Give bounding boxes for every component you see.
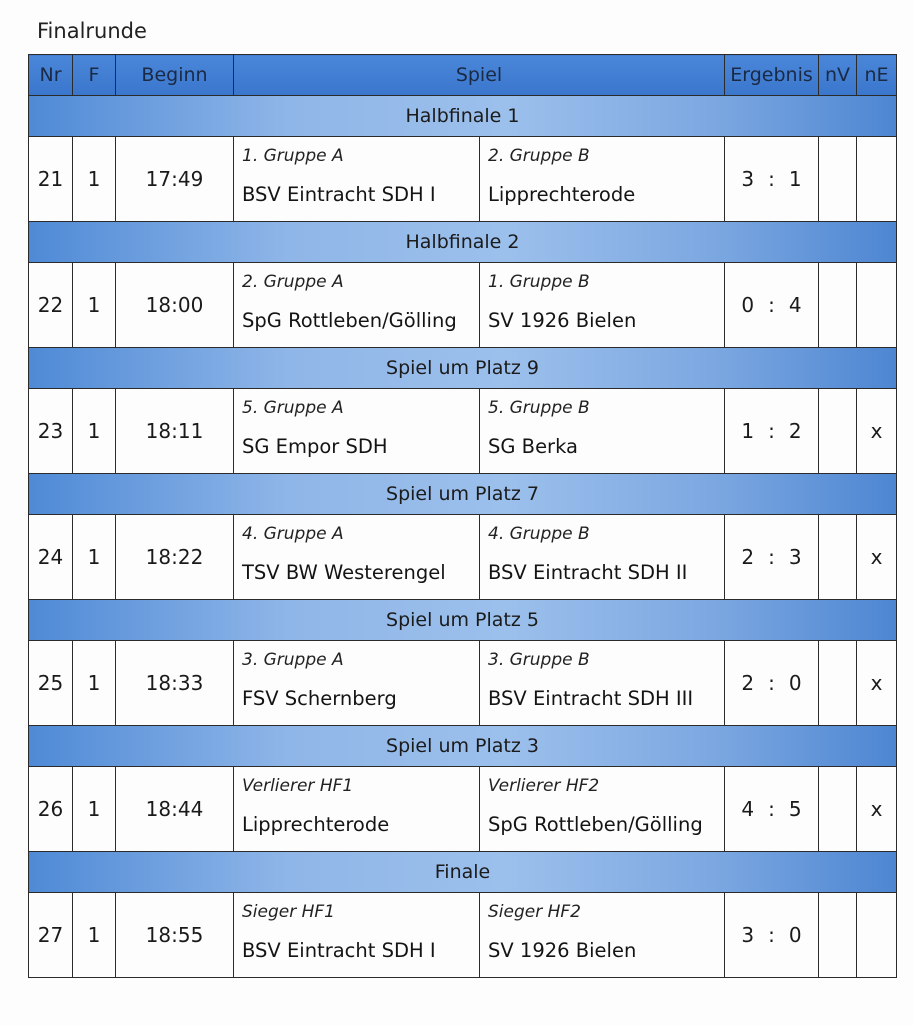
- score-team-1: 0: [741, 293, 755, 317]
- team-1-cell: [234, 389, 480, 474]
- match-number: 25: [29, 641, 73, 726]
- score-team-1: 2: [741, 671, 755, 695]
- result-cell: [725, 137, 819, 222]
- team-1-cell: [234, 767, 480, 852]
- table-header-row: [29, 55, 897, 96]
- penalty-mark: [857, 137, 897, 222]
- team-2-name: BSV Eintracht SDH III: [488, 687, 694, 710]
- score-team-1: 1: [741, 419, 755, 443]
- result-cell: [725, 767, 819, 852]
- field-number: 1: [73, 389, 116, 474]
- team-2-name: BSV Eintracht SDH II: [488, 561, 688, 584]
- section-row: [29, 726, 897, 767]
- team-1-name: SpG Rottleben/Gölling: [242, 309, 457, 332]
- result-cell: [725, 893, 819, 978]
- score-separator: :: [768, 293, 775, 317]
- score-team-2: 4: [788, 293, 802, 317]
- match-number: 26: [29, 767, 73, 852]
- team-1-cell: [234, 137, 480, 222]
- field-number: 1: [73, 263, 116, 348]
- score-separator: :: [768, 419, 775, 443]
- team-2-name: SG Berka: [488, 435, 578, 458]
- penalty-mark: [857, 893, 897, 978]
- penalty-mark: [857, 263, 897, 348]
- team-2-qualifier: Verlierer HF2: [488, 776, 600, 796]
- penalty-mark: x: [857, 641, 897, 726]
- overtime-mark: [819, 515, 857, 600]
- team-2-qualifier: 4. Gruppe B: [488, 524, 590, 544]
- score-separator: :: [768, 923, 775, 947]
- team-1-qualifier: Verlierer HF1: [242, 776, 354, 796]
- team-1-qualifier: 1. Gruppe A: [242, 146, 344, 166]
- score-team-2: 3: [788, 545, 802, 569]
- score-team-2: 0: [788, 671, 802, 695]
- score-team-1: 4: [741, 797, 755, 821]
- section-row: [29, 222, 897, 263]
- section-title: Finale: [29, 852, 897, 893]
- match-row: [29, 515, 897, 600]
- team-1-name: FSV Schernberg: [242, 687, 397, 710]
- overtime-mark: [819, 893, 857, 978]
- penalty-mark: x: [857, 515, 897, 600]
- score-team-2: 5: [788, 797, 802, 821]
- team-2-qualifier: 3. Gruppe B: [488, 650, 590, 670]
- team-1-cell: [234, 641, 480, 726]
- team-2-name: SV 1926 Bielen: [488, 939, 637, 962]
- header-nv: nV: [819, 55, 857, 96]
- field-number: 1: [73, 767, 116, 852]
- final-round-table: [28, 54, 897, 978]
- score-team-1: 3: [741, 923, 755, 947]
- team-2-cell: [480, 767, 725, 852]
- score-team-2: 1: [788, 167, 802, 191]
- team-1-name: TSV BW Westerengel: [242, 561, 446, 584]
- header-nr: Nr: [29, 55, 73, 96]
- section-title: Spiel um Platz 5: [29, 600, 897, 641]
- section-row: [29, 852, 897, 893]
- section-title: Halbfinale 1: [29, 96, 897, 137]
- team-2-qualifier: Sieger HF2: [488, 902, 581, 922]
- team-1-cell: [234, 893, 480, 978]
- team-2-qualifier: 5. Gruppe B: [488, 398, 590, 418]
- score-team-2: 0: [788, 923, 802, 947]
- start-time: 18:11: [116, 389, 234, 474]
- header-f: F: [73, 55, 116, 96]
- overtime-mark: [819, 389, 857, 474]
- header-ergebnis: Ergebnis: [725, 55, 819, 96]
- team-1-qualifier: 4. Gruppe A: [242, 524, 344, 544]
- match-number: 27: [29, 893, 73, 978]
- header-spiel: Spiel: [234, 55, 725, 96]
- start-time: 18:33: [116, 641, 234, 726]
- team-1-name: Lipprechterode: [242, 813, 390, 836]
- section-row: [29, 600, 897, 641]
- field-number: 1: [73, 893, 116, 978]
- team-2-name: SpG Rottleben/Gölling: [488, 813, 703, 836]
- match-number: 22: [29, 263, 73, 348]
- team-1-qualifier: Sieger HF1: [242, 902, 335, 922]
- penalty-mark: x: [857, 767, 897, 852]
- start-time: 18:44: [116, 767, 234, 852]
- team-2-name: Lipprechterode: [488, 183, 636, 206]
- result-cell: [725, 515, 819, 600]
- field-number: 1: [73, 641, 116, 726]
- score-separator: :: [768, 797, 775, 821]
- penalty-mark: x: [857, 389, 897, 474]
- match-row: [29, 263, 897, 348]
- match-row: [29, 389, 897, 474]
- match-row: [29, 893, 897, 978]
- team-1-cell: [234, 515, 480, 600]
- team-1-qualifier: 5. Gruppe A: [242, 398, 344, 418]
- start-time: 17:49: [116, 137, 234, 222]
- score-team-2: 2: [788, 419, 802, 443]
- result-cell: [725, 389, 819, 474]
- match-number: 23: [29, 389, 73, 474]
- team-2-cell: [480, 137, 725, 222]
- result-cell: [725, 263, 819, 348]
- result-cell: [725, 641, 819, 726]
- header-ne: nE: [857, 55, 897, 96]
- team-2-qualifier: 2. Gruppe B: [488, 146, 590, 166]
- match-row: [29, 137, 897, 222]
- team-2-cell: [480, 515, 725, 600]
- score-separator: :: [768, 671, 775, 695]
- team-2-cell: [480, 641, 725, 726]
- section-title: Spiel um Platz 9: [29, 348, 897, 389]
- section-title: Spiel um Platz 7: [29, 474, 897, 515]
- field-number: 1: [73, 515, 116, 600]
- team-1-qualifier: 3. Gruppe A: [242, 650, 344, 670]
- section-title: Halbfinale 2: [29, 222, 897, 263]
- match-number: 24: [29, 515, 73, 600]
- page-title: Finalrunde: [37, 19, 147, 43]
- field-number: 1: [73, 137, 116, 222]
- team-2-cell: [480, 389, 725, 474]
- section-title: Spiel um Platz 3: [29, 726, 897, 767]
- team-2-cell: [480, 893, 725, 978]
- team-1-cell: [234, 263, 480, 348]
- overtime-mark: [819, 137, 857, 222]
- team-1-name: BSV Eintracht SDH I: [242, 939, 436, 962]
- overtime-mark: [819, 263, 857, 348]
- team-1-qualifier: 2. Gruppe A: [242, 272, 344, 292]
- match-number: 21: [29, 137, 73, 222]
- section-row: [29, 96, 897, 137]
- score-team-1: 3: [741, 167, 755, 191]
- team-1-name: BSV Eintracht SDH I: [242, 183, 436, 206]
- score-separator: :: [768, 545, 775, 569]
- team-2-name: SV 1926 Bielen: [488, 309, 637, 332]
- score-separator: :: [768, 167, 775, 191]
- start-time: 18:55: [116, 893, 234, 978]
- team-1-name: SG Empor SDH: [242, 435, 388, 458]
- team-2-qualifier: 1. Gruppe B: [488, 272, 590, 292]
- section-row: [29, 348, 897, 389]
- match-row: [29, 641, 897, 726]
- overtime-mark: [819, 767, 857, 852]
- start-time: 18:22: [116, 515, 234, 600]
- score-team-1: 2: [741, 545, 755, 569]
- header-beginn: Beginn: [116, 55, 234, 96]
- start-time: 18:00: [116, 263, 234, 348]
- team-2-cell: [480, 263, 725, 348]
- section-row: [29, 474, 897, 515]
- match-row: [29, 767, 897, 852]
- overtime-mark: [819, 641, 857, 726]
